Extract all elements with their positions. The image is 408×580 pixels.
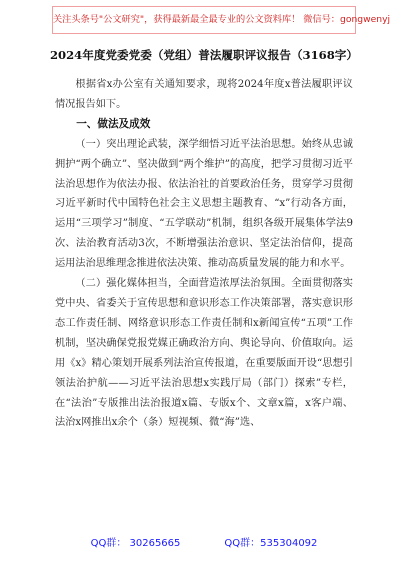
qq-group-1: QQ群： 30265665 (90, 538, 181, 549)
top-banner: 关注头条号"公文研究"，获得最新最全最专业的公文资料库！ 微信号：gongwenyj (52, 6, 356, 34)
footer (0, 534, 408, 549)
intro-paragraph: 根据省x办公室有关通知要求，现将2024年度x普法履职评议情况报告如下。 (55, 79, 353, 110)
qq-group-2: QQ群：535304092 (224, 538, 318, 549)
document-body (55, 75, 353, 433)
document-title: 2024年度党委党委（党组）普法履职评议报告（3168字） (49, 48, 358, 62)
paragraph-1: （一）突出理论武装，深学细悟习近平法治思想。始终从忠诚拥护“两个确立”、坚决做到“两个维护”的高度，把学习贯彻习近平法治思想作为依法办报、依法治社的首要政治任务，贯穿学习贯彻习近平新时代中国特色社会主义思想主题教育、“x”行动各方面，运用“三项学习”制度、“五学联动”机制，组织各级开展集体学法9次、法治教育活动3次，不断增强法治意识、坚定法治信仰，提高运用法治思维理念推进依法决策、推动高质量发展的能力和水平。 (55, 138, 353, 270)
paragraph-2: （二）强化媒体担当，全面营造浓厚法治氛围。全面贯彻落实党中央、省委关于宣传思想和意识形态工作决策部署，落实意识形态工作责任制、网络意识形态工作责任制和x新闻宣传“五项”工作机制，坚决确保党报党媒正确政治方向、舆论导向、价值取向。运用《x》精心策划开展系列法治宣传报道，在重要版面开设“思想引领法治护航——习近平法治思想x实践厅局（部门）探索”专栏，在“法治”专版推出法治报道x篇、专版x个、文章x篇，x客户端、法治x网推出x余个（条）短视频、微“海”选、 (55, 278, 353, 429)
section-heading: 一、做法及成效 (76, 117, 151, 130)
